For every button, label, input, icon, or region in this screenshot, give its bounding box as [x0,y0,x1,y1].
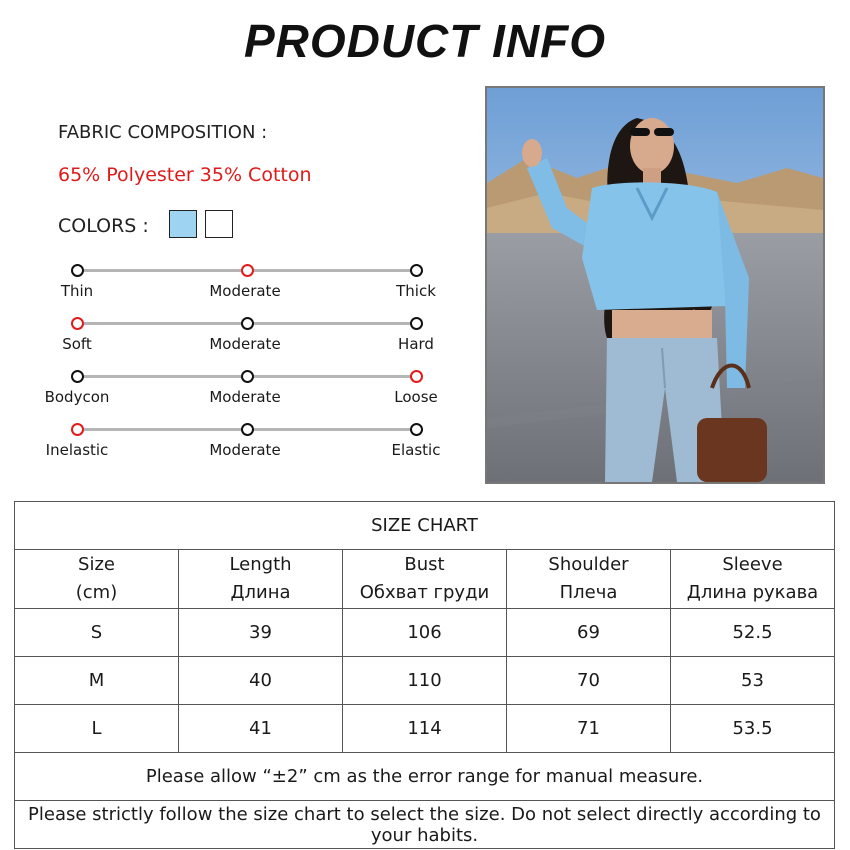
scale-dot [71,264,84,277]
scale-label-loose: Loose [394,388,438,406]
table-row [15,609,835,657]
column-header-shoulder [507,550,671,609]
size-chart-title: SIZE CHART [15,502,835,550]
scale-dot [71,370,84,383]
scale-label-thin: Thin [60,282,94,300]
column-header-size [15,550,179,609]
scale-dot [241,423,254,436]
scale-dot [410,423,423,436]
sleeve-cell: 53.5 [671,705,835,753]
column-header-en: Size [78,554,115,575]
column-header-bust [343,550,507,609]
size-selection-note: Please strictly follow the size chart to select the size. Do not select directly according to your habits. [15,801,835,849]
shoulder-cell: 71 [507,705,671,753]
scale-dot [410,317,423,330]
length-cell: 41 [179,705,343,753]
length-cell: 39 [179,609,343,657]
fabric-composition-label: FABRIC COMPOSITION : [58,122,268,143]
column-header-en: Shoulder [548,554,629,575]
softness-scale [40,317,460,367]
color-swatch-white[interactable] [205,210,233,238]
elasticity-scale [40,423,460,473]
scale-dot [71,317,84,330]
thickness-scale [40,264,460,314]
product-photo-illustration [487,88,823,482]
measurement-error-note: Please allow “±2” cm as the error range for manual measure. [15,753,835,801]
bust-cell: 110 [343,657,507,705]
colors-label: COLORS : [58,215,149,237]
color-swatch-blue[interactable] [169,210,197,238]
page-title: PRODUCT INFO [243,15,607,67]
scale-dot [241,317,254,330]
column-header-length [179,550,343,609]
scale-dot [241,370,254,383]
scale-label-moderate: Moderate [209,335,281,353]
scale-label-elastic: Elastic [391,441,441,459]
table-row [15,657,835,705]
shoulder-cell: 69 [507,609,671,657]
column-header-en: Length [229,554,292,575]
scale-label-moderate: Moderate [209,388,281,406]
product-photo [485,86,825,484]
fabric-composition-value: 65% Polyester 35% Cotton [58,164,312,186]
bust-cell: 106 [343,609,507,657]
scale-label-moderate: Moderate [209,441,281,459]
scale-label-bodycon: Bodycon [44,388,110,406]
scale-dot [410,370,423,383]
column-header-en: Sleeve [722,554,783,575]
size-cell: L [15,705,179,753]
size-cell: M [15,657,179,705]
column-header-sub: Длина [230,582,291,603]
sleeve-cell: 53 [671,657,835,705]
size-chart-table [14,501,835,849]
length-cell: 40 [179,657,343,705]
size-cell: S [15,609,179,657]
column-header-sub: Плеча [559,582,618,603]
fit-scale [40,370,460,420]
scale-label-soft: Soft [62,335,92,353]
scale-label-inelastic: Inelastic [45,441,109,459]
bust-cell: 114 [343,705,507,753]
scale-dot [241,264,254,277]
scale-dot [410,264,423,277]
table-row [15,705,835,753]
scale-label-thick: Thick [396,282,436,300]
scale-label-hard: Hard [398,335,434,353]
column-header-sub: (cm) [75,582,118,603]
sleeve-cell: 52.5 [671,609,835,657]
shoulder-cell: 70 [507,657,671,705]
column-header-sleeve [671,550,835,609]
column-header-sub: Обхват груди [359,582,490,603]
column-header-sub: Длина рукава [686,582,819,603]
scale-label-moderate: Moderate [209,282,281,300]
column-header-en: Bust [404,554,445,575]
scale-dot [71,423,84,436]
